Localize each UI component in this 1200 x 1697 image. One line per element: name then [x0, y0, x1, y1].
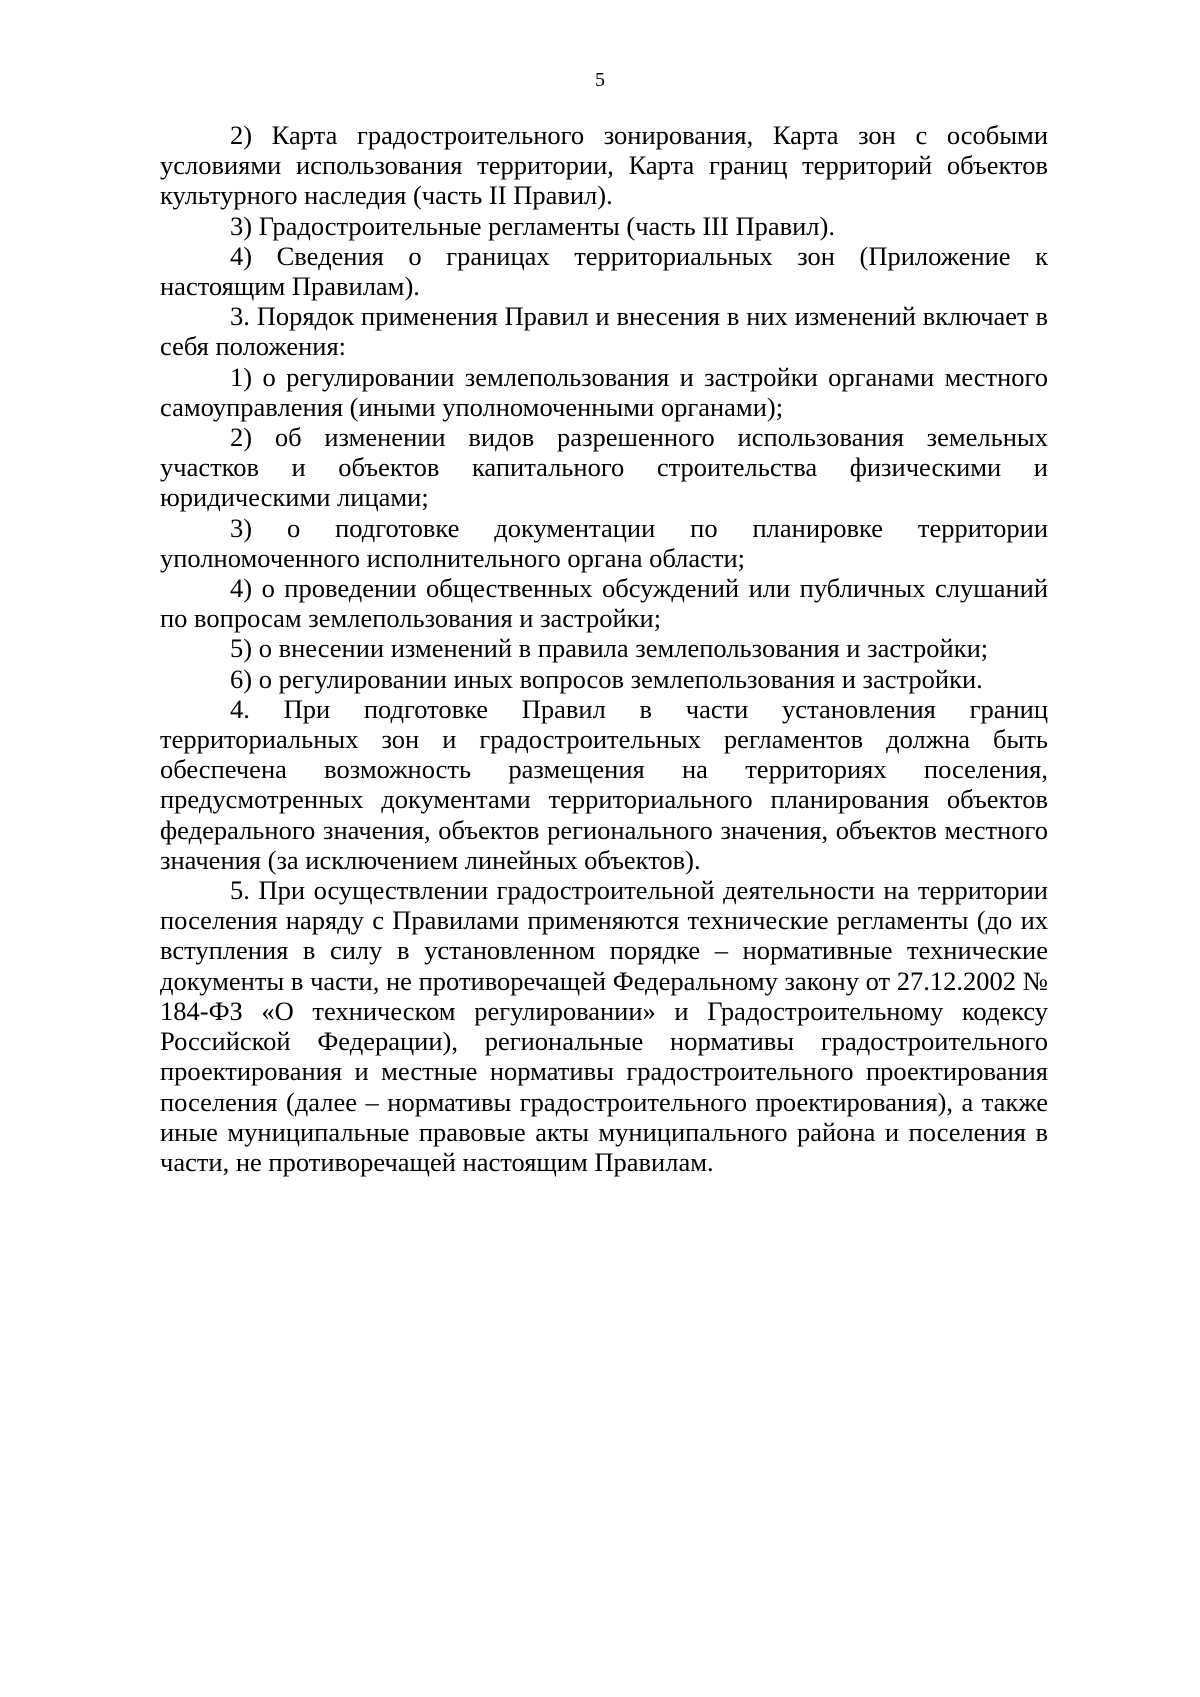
paragraph: 2) Карта градостроительного зонирования, Карта зон с особыми условиями использования территории, Карта границ территорий объектов культурного наследия (часть II Правил). — [160, 120, 1048, 211]
paragraph: 3) Градостроительные регламенты (часть III Правил). — [230, 210, 835, 241]
paragraph: 6) о регулировании иных вопросов землепользования и застройки. — [230, 663, 983, 694]
document-body — [160, 120, 1048, 1177]
paragraph: 4) о проведении общественных обсуждений или публичных слушаний по вопросам землепользования и застройки; — [160, 573, 1048, 634]
paragraph: 5) о внесении изменений в правила землепользования и застройки; — [230, 633, 989, 664]
paragraph: 4) Сведения о границах территориальных зон (Приложение к настоящим Правилам). — [160, 240, 1048, 302]
paragraph: 3. Порядок применения Правил и внесения в них изменений включает в себя положения: — [160, 301, 1048, 362]
paragraph: 4. При подготовке Правил в части установления границ территориальных зон и градостроительных регламентов должна быть обеспечена возможность размещения на территориях поселения, предусмотренных документами территориального планирования объектов федерального значения, объектов регионального значения, объектов местного значения (за исключением линейных объектов). — [160, 693, 1048, 875]
paragraph: 3) о подготовке документации по планировке территории уполномоченного исполнительного органа области; — [160, 512, 1048, 573]
paragraph: 5. При осуществлении градостроительной деятельности на территории поселения наряду с Правилами применяются технические регламенты (до их вступления в силу в установленном порядке – нормативные технические документы в части, не противоречащей Федеральному закону от 27.12.2002 № 184-ФЗ «О техническом регулировании» и Градостроительному кодексу Российской Федерации), региональные нормативы градостроительного проектирования и местные нормативы градостроительного проектирования поселения (далее – нормативы градостроительного проектирования), а также иные муниципальные правовые акты муниципального района и поселения в части, не противоречащей настоящим Правилам. — [160, 875, 1048, 1177]
paragraph: 1) о регулировании землепользования и застройки органами местного самоуправления (иными уполномоченными органами); — [160, 361, 1048, 422]
page-number: 5 — [595, 69, 605, 91]
paragraph: 2) об изменении видов разрешенного использования земельных участков и объектов капитального строительства физическими и юридическими лицами; — [160, 422, 1048, 513]
